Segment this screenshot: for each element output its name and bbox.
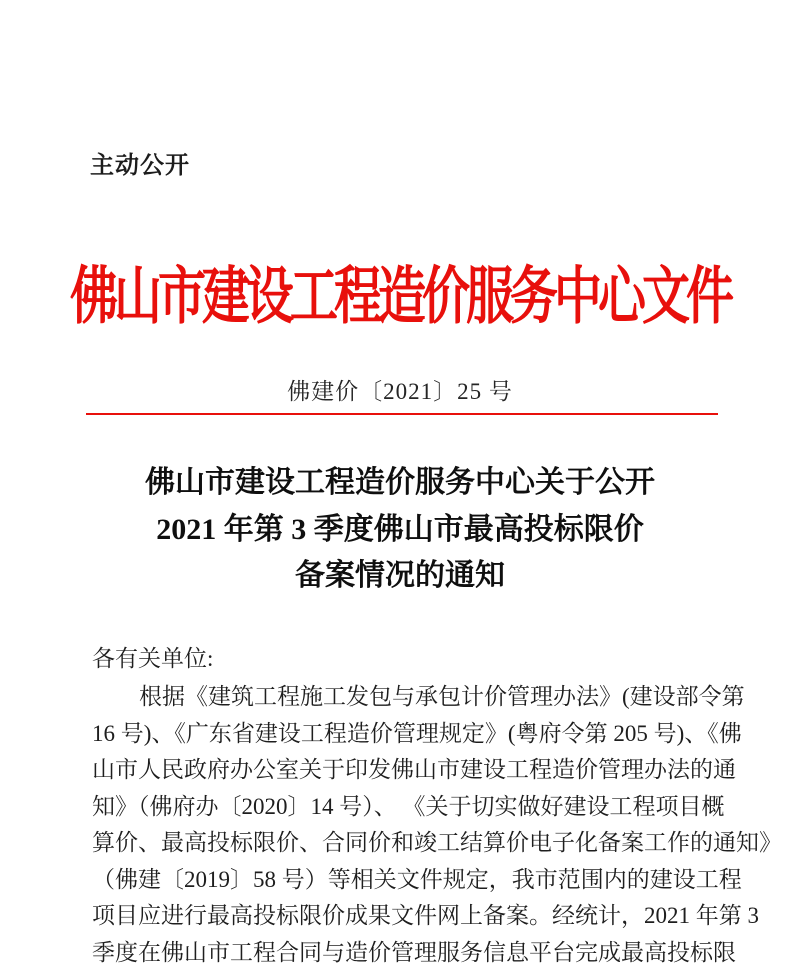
- title-line-1: 佛山市建设工程造价服务中心关于公开: [145, 466, 655, 499]
- masthead-title: 佛山市建设工程造价服务中心文件: [69, 263, 730, 332]
- body-line: 季度在佛山市工程合同与造价管理服务信息平台完成最高投标限: [92, 939, 736, 965]
- body-line: 根据《建筑工程施工发包与承包计价管理办法》(建设部令第: [139, 684, 745, 710]
- body-line: （佛建〔2019〕58 号）等相关文件规定，我市范围内的建设工程: [92, 866, 742, 892]
- document-body: [92, 641, 782, 969]
- body-line: 山市人民政府办公室关于印发佛山市建设工程造价管理办法的通: [92, 757, 736, 783]
- title-line-2: 2021 年第 3 季度佛山市最高投标限价: [156, 512, 644, 546]
- body-line: 16 号)、《广东省建设工程造价管理规定》(粤府令第 205 号)、《佛: [92, 720, 742, 746]
- document-title: [0, 460, 800, 600]
- red-separator-line: [86, 413, 718, 415]
- body-line: 算价、最高投标限价、合同价和竣工结算价电子化备案工作的通知》: [92, 830, 782, 856]
- title-line-3: 备案情况的通知: [295, 559, 505, 592]
- classification-label: 主动公开: [90, 152, 190, 179]
- body-line: 项目应进行最高投标限价成果文件网上备案。经统计，2021 年第 3: [92, 903, 759, 929]
- doc-number: 佛建价〔2021〕25 号: [287, 379, 513, 404]
- body-line: 知》（佛府办〔2020〕14 号）、 《关于切实做好建设工程项目概: [92, 793, 725, 819]
- salutation: 各有关单位:: [92, 646, 214, 671]
